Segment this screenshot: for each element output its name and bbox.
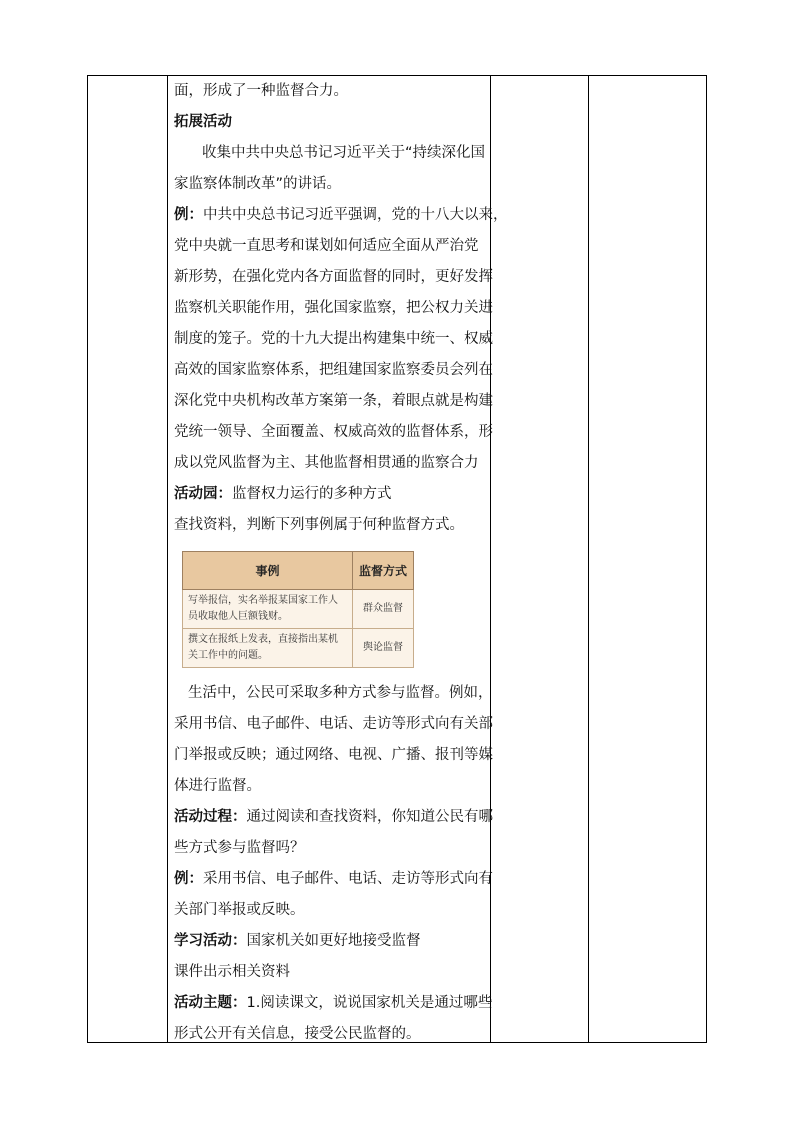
activity-line: 活动过程：通过阅读和查找资料，你知道公民有哪: [174, 809, 493, 825]
text-line: 些方式参与监督吗？: [174, 840, 305, 856]
activity-label: 学习活动：: [174, 933, 247, 949]
case-cell: 撰文在报纸上发表，直接指出某机关工作中的问题。: [183, 629, 353, 668]
text-line: 新形势，在强化党内各方面监督的同时，更好发挥: [174, 269, 493, 285]
table-row: [183, 590, 414, 629]
table-header-row: [183, 552, 414, 590]
text-line: 体进行监督。: [174, 778, 261, 794]
activity-line: 活动园：监督权力运行的多种方式: [174, 486, 392, 502]
text-line: 制度的笼子。党的十九大提出构建集中统一、权威: [174, 331, 493, 347]
text-line: 门举报或反映；通过网络、电视、广播、报刊等媒: [174, 747, 493, 763]
text-line: 深化党中央机构改革方案第一条，着眼点就是构建: [174, 393, 493, 409]
text-line: 高效的国家监察体系，把组建国家监察委员会列在: [174, 362, 493, 378]
column-divider: [167, 76, 168, 1042]
activity-line: 学习活动：国家机关如更好地接受监督: [174, 933, 421, 949]
example-paragraph: 例：中共中央总书记习近平强调，党的十八大以来，: [174, 207, 508, 223]
text-line: 面，形成了一种监督合力。: [174, 83, 348, 99]
column-divider: [588, 76, 589, 1042]
lesson-table: [87, 75, 707, 1043]
case-table: [182, 551, 414, 668]
text-line: 党统一领导、全面覆盖、权威高效的监督体系，形: [174, 424, 493, 440]
text-line: 形式公开有关信息，接受公民监督的。: [174, 1026, 421, 1042]
text-line: 党中央就一直思考和谋划如何适应全面从严治党: [174, 238, 479, 254]
section-heading: 拓展活动: [174, 114, 232, 130]
table-header: 事例: [183, 552, 353, 590]
text-line: 关部门举报或反映。: [174, 902, 305, 918]
activity-label: 活动园：: [174, 486, 232, 502]
example-label: 例：: [174, 871, 203, 887]
text-line: 收集中共中央总书记习近平关于“持续深化国: [202, 145, 486, 161]
text-line: 监察机关职能作用，强化国家监察，把公权力关进: [174, 300, 493, 316]
example-paragraph: 例：采用书信、电子邮件、电话、走访等形式向有: [174, 871, 493, 887]
case-cell: 写举报信，实名举报某国家工作人员收取他人巨额钱财。: [183, 590, 353, 629]
activity-label: 活动过程：: [174, 809, 247, 825]
text-line: 生活中，公民可采取多种方式参与监督。例如，: [188, 685, 493, 701]
method-cell: 舆论监督: [353, 629, 414, 668]
activity-label: 活动主题：: [174, 995, 247, 1011]
text-line: 成以党风监督为主、其他监督相贯通的监察合力: [174, 455, 479, 471]
text-line: 课件出示相关资料: [174, 964, 290, 980]
table-header: 监督方式: [353, 552, 414, 590]
example-label: 例：: [174, 207, 203, 223]
text-line: 查找资料，判断下列事例属于何种监督方式。: [174, 517, 464, 533]
activity-line: 活动主题：1.阅读课文，说说国家机关是通过哪些: [174, 995, 493, 1011]
table-row: [183, 629, 414, 668]
text-line: 家监察体制改革”的讲话。: [174, 176, 342, 192]
method-cell: 群众监督: [353, 590, 414, 629]
text-line: 采用书信、电子邮件、电话、走访等形式向有关部: [174, 716, 493, 732]
content-cell: [174, 76, 508, 1050]
